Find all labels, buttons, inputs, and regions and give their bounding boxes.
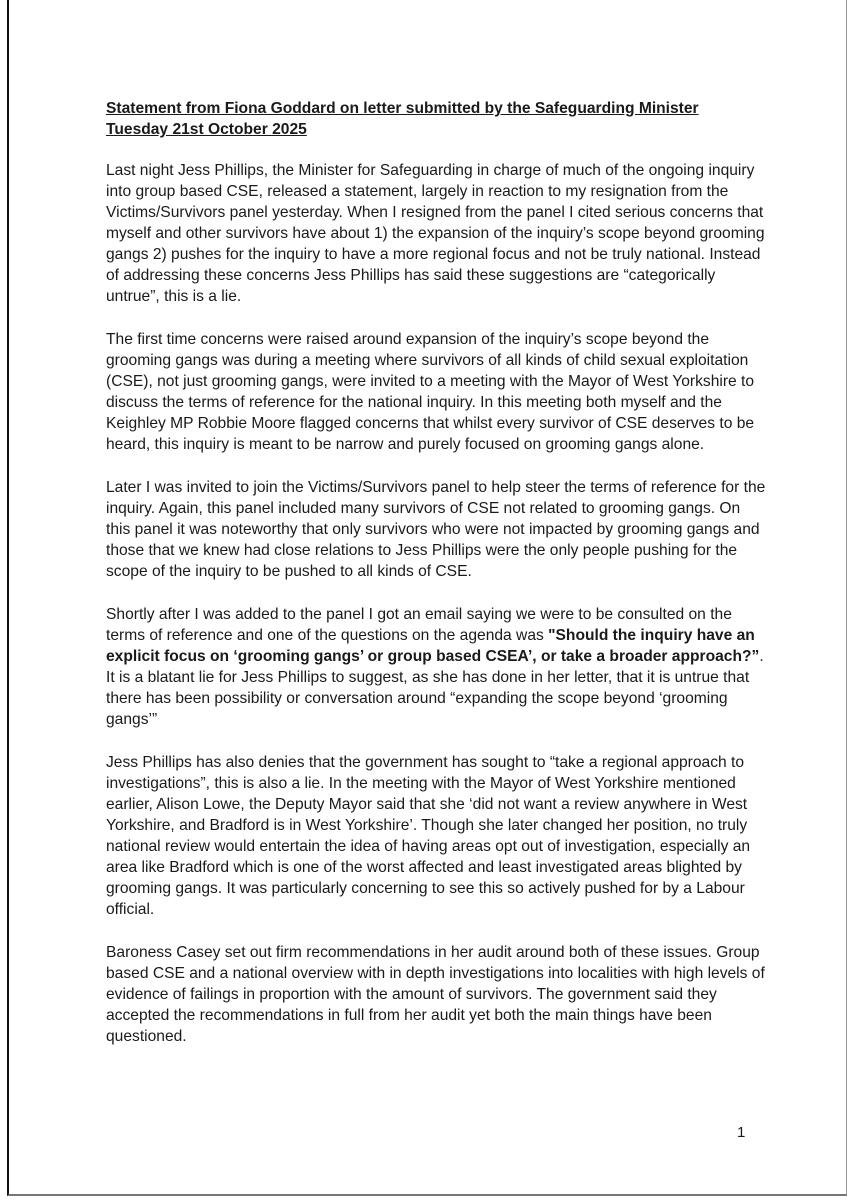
paragraph-1: Last night Jess Phillips, the Minister for Safeguarding in charge of much of the ongoing inquiry into group based CSE, released a statement, largely in reaction to my resignation from the Victims/Survivors panel yesterday. When I resigned from the panel I cited serious concerns that myself and other survivors have about 1) the expansion of the inquiry’s scope beyond grooming gangs 2) pushes for the inquiry to have a more regional focus and not be truly national. Instead of addressing these concerns Jess Phillips has said these suggestions are “categorically untrue”, this is a lie. [106,162,765,305]
paragraph-4-intro: Shortly after I was added to the panel I got an email saying we were to be consulted on the terms of reference and one of the questions on the agenda was [106,606,732,644]
page-number: 1 [737,1124,746,1141]
document-body [106,98,766,1069]
heading-title: Statement from Fiona Goddard on letter submitted by the Safeguarding Minister [106,100,699,117]
heading-date: Tuesday 21st October 2025 [106,121,307,138]
paragraph-2: The first time concerns were raised around expansion of the inquiry’s scope beyond the grooming gangs was during a meeting where survivors of all kinds of child sexual exploitation (CSE), not just grooming gangs, were invited to a meeting with the Mayor of West Yorkshire to discuss the terms of reference for the national inquiry. In this meeting both myself and the Keighley MP Robbie Moore flagged concerns that whilst every survivor of CSE deserves to be heard, this inquiry is meant to be narrow and purely focused on grooming gangs alone. [106,331,755,453]
paragraph-4-quoted-question: "Should the inquiry have an explicit focus on ‘grooming gangs’ or group based CSEA’, or take a broader approach?” [106,627,760,665]
paragraph-4-conclusion: . It is a blatant lie for Jess Phillips to suggest, as she has done in her letter, that it is untrue that there has been possibility or conversation around “expanding the scope beyond ‘grooming gangs’” [106,648,764,728]
paragraph-6: Baroness Casey set out firm recommendations in her audit around both of these issues. Group based CSE and a national overview with in depth investigations into localities with high levels of evidence of failings in proportion with the amount of survivors. The government said they accepted the recommendations in full from her audit yet both the main things have been questioned. [106,944,765,1045]
paragraph-4 [106,604,766,730]
paragraph-5: Jess Phillips has also denies that the government has sought to “take a regional approach to investigations”, this is also a lie. In the meeting with the Mayor of West Yorkshire mentioned earlier, Alison Lowe, the Deputy Mayor said that she ‘did not want a review anywhere in West Yorkshire, and Bradford is in West Yorkshire’. Though she later changed her position, no truly national review would entertain the idea of having areas opt out of investigation, especially an area like Bradford which is one of the worst affected and least investigated areas blighted by grooming gangs. It was particularly concerning to see this so actively pushed for by a Labour official. [106,754,751,918]
paragraph-3: Later I was invited to join the Victims/Survivors panel to help steer the terms of reference for the inquiry. Again, this panel included many survivors of CSE not related to grooming gangs. On this panel it was noteworthy that only survivors who were not impacted by grooming gangs and those that we knew had close relations to Jess Phillips were the only people pushing for the scope of the inquiry to be pushed to all kinds of CSE. [106,479,766,580]
statement-heading [106,98,766,140]
